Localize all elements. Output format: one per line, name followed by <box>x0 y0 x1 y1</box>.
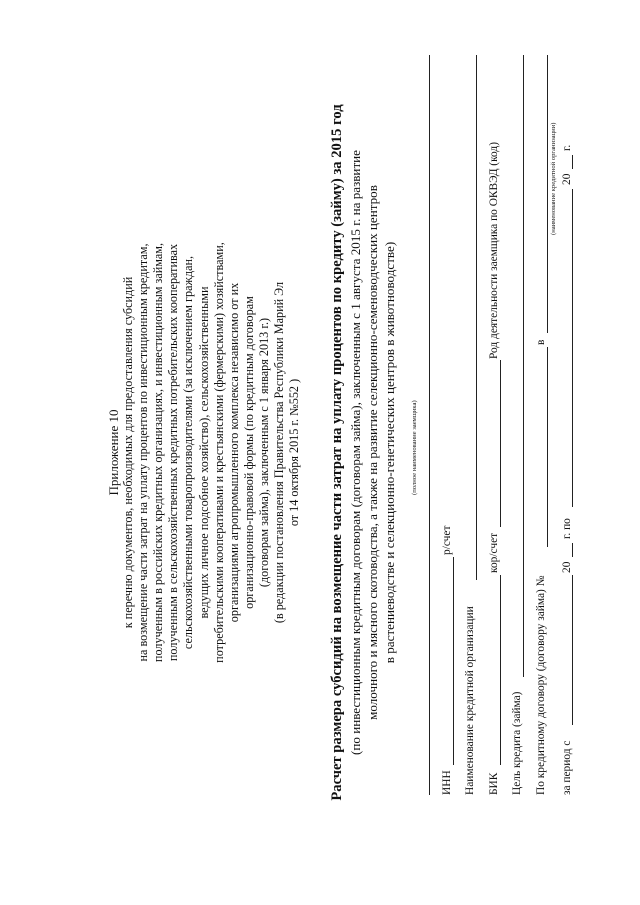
contract-row <box>524 55 557 795</box>
appendix-line: полученным в российских кредитных организациях, и инвестиционным займам, <box>151 242 166 663</box>
calculation-title <box>328 0 398 905</box>
contract-label: По кредитному договору (договору займа) № <box>534 575 547 795</box>
bank-name-row <box>454 55 478 795</box>
bik-label: БИК <box>487 772 500 795</box>
caption-bank: (наименование кредитной организации) <box>549 122 557 235</box>
year-prefix-end: 20 <box>560 173 573 185</box>
year-prefix-start: 20 <box>560 561 573 573</box>
borrower-form <box>411 55 574 795</box>
title-bold: Расчет размера субсидий на возмещение части затрат на уплату процентов по кредиту (займу) за 2015 год <box>329 104 345 801</box>
appendix-block <box>106 0 302 905</box>
year-suffix-start: г. по <box>560 518 573 539</box>
year-end-field[interactable] <box>560 155 573 169</box>
appendix-line: ведущих личное подсобное хозяйство), сельскохозяйственными <box>196 286 211 619</box>
appendix-line: организациями агропромышленного комплекса независимо от их <box>226 282 241 623</box>
inn-account-row <box>430 55 454 795</box>
borrower-name-field[interactable] <box>411 55 430 795</box>
inn-label: ИНН <box>440 770 453 795</box>
in-label: в <box>534 339 547 345</box>
purpose-row <box>501 55 525 795</box>
appendix-line: (в редакции постановления Правительства Республики Марий Эл <box>272 281 287 624</box>
okved-label: Род деятельности заемщика по ОКВЭД (код) <box>487 141 500 359</box>
title-line: молочного и мясного скотоводства, а также на развитие селекционно-семеноводческих центров <box>365 185 380 720</box>
period-start-field[interactable] <box>560 575 573 725</box>
title-line: в растениеводстве и селекционно-генетических центров в животноводстве) <box>382 241 397 664</box>
appendix-line: сельскохозяйственными товаропроизводителями (за исключением граждан, <box>181 255 196 650</box>
title-line: (по инвестиционным кредитным договорам (договорам займа), заключенным с 1 августа 2015 г. на развитие <box>348 150 363 755</box>
appendix-line: на возмещение части затрат на уплату процентов по инвестиционным кредитам, <box>136 243 151 662</box>
bik-okved-row <box>477 55 501 795</box>
purpose-label: Цель кредита (займа) <box>511 691 523 795</box>
period-row <box>548 55 574 795</box>
bank-name-label: Наименование кредитной организации <box>464 606 476 795</box>
appendix-line: организационно-правовой формы (по кредитным договорам <box>241 296 256 609</box>
appendix-line: к перечню документов, необходимых для предоставления субсидий <box>121 276 136 629</box>
caption-borrower: (полное наименование заемщика) <box>411 400 418 495</box>
period-label: за период с <box>560 740 573 795</box>
year-suffix-end: г. <box>560 144 573 151</box>
corr-account-label: кор/счет <box>487 532 500 573</box>
account-label: р/счет <box>440 525 453 555</box>
appendix-line: (договорам займа), заключенным с 1 января 2013 г.) <box>256 317 271 588</box>
year-start-field[interactable] <box>560 543 573 557</box>
appendix-line: полученным в сельскохозяйственных кредитных потребительских кооперативах <box>166 243 181 662</box>
appendix-heading: Приложение 10 <box>106 409 121 496</box>
period-end-field[interactable] <box>560 189 573 507</box>
appendix-line: потребительскими кооперативами и крестьянскими (фермерскими) хозяйствами, <box>211 242 226 663</box>
appendix-line: от 14 октября 2015 г. №552 ) <box>287 378 302 527</box>
